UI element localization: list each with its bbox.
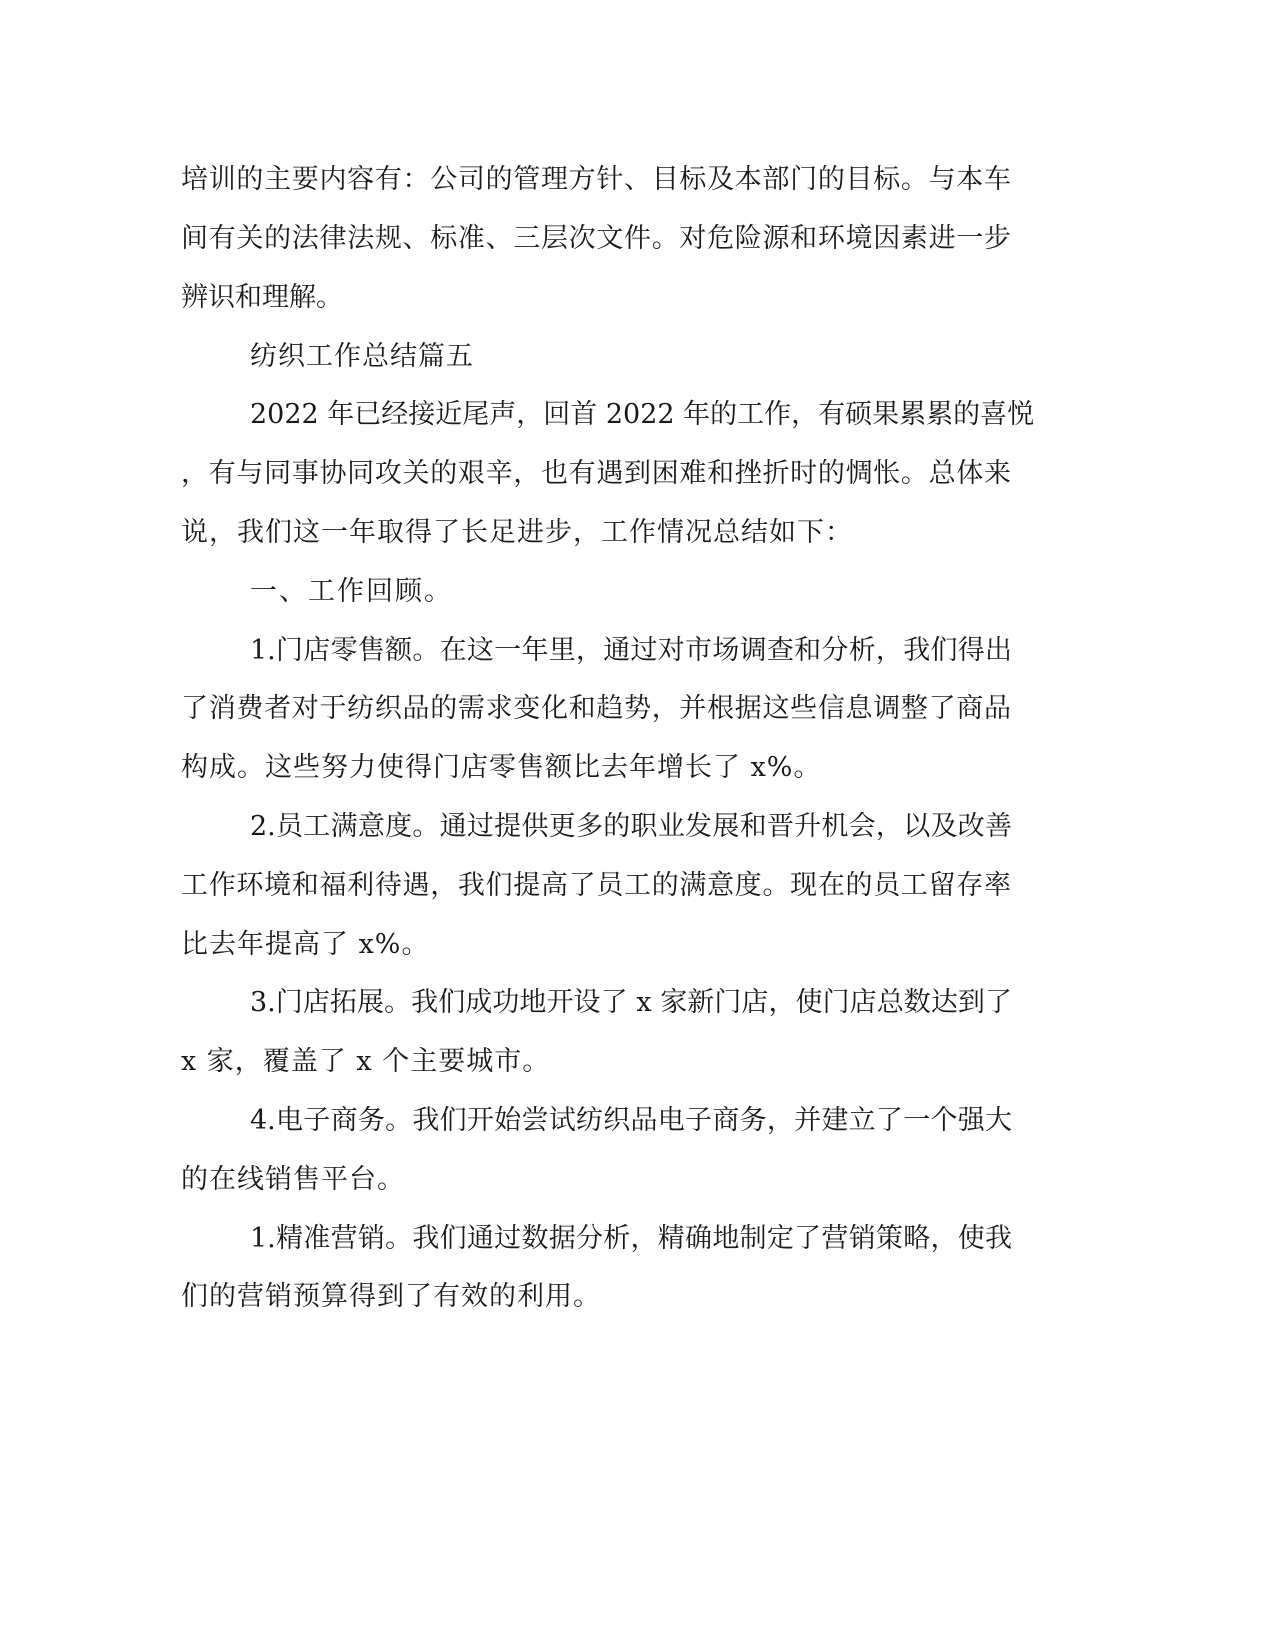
text-line: 3.门店拓展。我们成功地开设了 x 家新门店，使门店总数达到了 xyxy=(250,987,1012,1018)
text-line: 1.精准营销。我们通过数据分析，精确地制定了营销策略，使我 xyxy=(250,1223,1012,1254)
section-heading: 纺织工作总结篇五 xyxy=(250,341,474,372)
text-line: 了消费者对于纺织品的需求变化和趋势，并根据这些信息调整了商品 xyxy=(181,693,1011,724)
text-line: 培训的主要内容有：公司的管理方针、目标及本部门的目标。与本车 xyxy=(181,164,1011,195)
text-line: 构成。这些努力使得门店零售额比去年增长了 x%。 xyxy=(181,752,822,783)
text-line: 4.电子商务。我们开始尝试纺织品电子商务，并建立了一个强大 xyxy=(250,1105,1012,1136)
text-line: 2.员工满意度。通过提供更多的职业发展和晋升机会，以及改善 xyxy=(250,811,1012,842)
text-line: 比去年提高了 x%。 xyxy=(181,929,430,960)
text-line: 们的营销预算得到了有效的利用。 xyxy=(181,1281,601,1312)
text-line: 1.门店零售额。在这一年里，通过对市场调查和分析，我们得出 xyxy=(250,635,1012,666)
text-line: x 家，覆盖了 x 个主要城市。 xyxy=(181,1046,551,1077)
text-line: 辨识和理解。 xyxy=(181,282,343,313)
text-line: 说，我们这一年取得了长足进步，工作情况总结如下： xyxy=(181,517,853,548)
text-line: 间有关的法律法规、标准、三层次文件。对危险源和环境因素进一步 xyxy=(181,223,1011,254)
text-line: ，有与同事协同攻关的艰辛，也有遇到困难和挫折时的惆怅。总体来 xyxy=(181,458,1011,489)
text-line: 工作环境和福利待遇，我们提高了员工的满意度。现在的员工留存率 xyxy=(181,870,1011,901)
text-line: 2022 年已经接近尾声，回首 2022 年的工作，有硕果累累的喜悦 xyxy=(250,399,1035,430)
subsection-heading: 一、工作回顾。 xyxy=(250,576,453,607)
text-line: 的在线销售平台。 xyxy=(181,1164,405,1195)
